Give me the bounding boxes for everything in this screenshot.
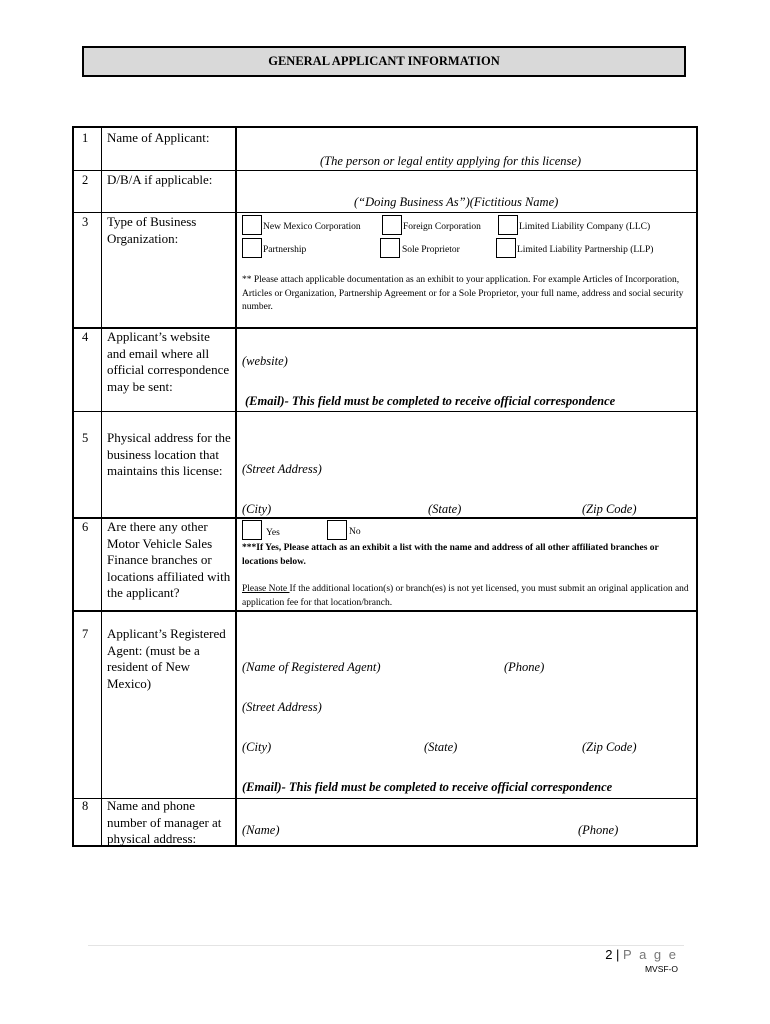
row-divider — [74, 411, 696, 412]
row-label-manager: Name and phone number of manager at physical address: — [107, 798, 222, 846]
affiliated-instruction: ***If Yes, Please attach as an exhibit a list with the name and address of all other affiliated branches or locations below. — [242, 543, 659, 567]
row-number: 5 — [82, 431, 89, 445]
zip-field[interactable]: (Zip Code) — [582, 502, 637, 516]
option-label: New Mexico Corporation — [263, 222, 361, 232]
note-title: Please Note — [242, 584, 290, 594]
licensing-note — [242, 583, 694, 610]
section-title: GENERAL APPLICANT INFORMATION — [82, 46, 686, 77]
row-number: 7 — [82, 627, 89, 641]
row-divider — [74, 610, 696, 612]
row-label-other-branches: Are there any other Motor Vehicle Sales Finance branches or locations affiliated with the applicant? — [107, 519, 231, 600]
partnership-checkbox[interactable] — [242, 238, 262, 258]
agent-city-field[interactable]: (City) — [242, 740, 272, 754]
row-number: 4 — [82, 330, 89, 344]
manager-phone-field[interactable]: (Phone) — [578, 823, 619, 837]
option-label: Partnership — [263, 245, 307, 255]
email-field[interactable]: (Email)- This field must be completed to receive official correspondence — [245, 394, 616, 408]
agent-name-field[interactable]: (Name of Registered Agent) — [242, 660, 381, 674]
column-divider — [101, 128, 102, 845]
note-text: If the additional location(s) or branch(es) is not yet licensed, you must submit an original application and application fee for that location/branch. — [242, 584, 689, 608]
row-label-website-email: Applicant’s website and email where all official correspondence may be sent: — [107, 329, 230, 394]
row-number: 3 — [82, 215, 89, 229]
city-field[interactable]: (City) — [242, 502, 272, 516]
applicant-info-form — [72, 126, 698, 847]
applicant-name-hint: (The person or legal entity applying for this license) — [320, 154, 582, 168]
row-label-business-type: Type of Business Organization: — [107, 214, 197, 246]
row-label-dba: D/B/A if applicable: — [107, 172, 213, 187]
agent-email-field[interactable]: (Email)- This field must be completed to receive official correspondence — [242, 780, 613, 794]
no-checkbox[interactable] — [327, 520, 347, 540]
agent-state-field[interactable]: (State) — [424, 740, 458, 754]
option-label: Limited Liability Company (LLC) — [519, 222, 651, 232]
page-word: P a g e — [623, 947, 678, 962]
website-field[interactable]: (website) — [242, 354, 288, 368]
street-address-field[interactable]: (Street Address) — [242, 462, 322, 476]
column-divider — [235, 128, 237, 845]
no-label: No — [349, 527, 361, 537]
state-field[interactable]: (State) — [428, 502, 462, 516]
row-number: 8 — [82, 799, 89, 813]
sole-proprietor-checkbox[interactable] — [380, 238, 400, 258]
row-label-applicant-name: Name of Applicant: — [107, 130, 210, 145]
row-number: 6 — [82, 520, 89, 534]
form-code: MVSF-O — [644, 964, 678, 974]
dba-hint: (“Doing Business As”)(Fictitious Name) — [354, 195, 559, 209]
row-number: 2 — [82, 173, 89, 187]
new-mexico-corporation-checkbox[interactable] — [242, 215, 262, 235]
yes-label: Yes — [266, 528, 280, 538]
yes-checkbox[interactable] — [242, 520, 262, 540]
documentation-note: ** Please attach applicable documentation as an exhibit to your application. For example Articles of Incorporation, Articles or Organization, Partnership Agreement or for a Sole Proprietor, your full name, address and social security number. — [242, 275, 684, 312]
page-number-value: 2 — [605, 947, 613, 962]
manager-name-field[interactable]: (Name) — [242, 823, 280, 837]
row-label-registered-agent: Applicant’s Registered Agent: (must be a resident of New Mexico) — [107, 626, 226, 691]
row-label-physical-address: Physical address for the business location that maintains this license: — [107, 430, 231, 478]
page-number — [605, 947, 678, 962]
page-separator: | — [612, 947, 624, 962]
agent-street-field[interactable]: (Street Address) — [242, 700, 322, 714]
footer-divider — [88, 945, 684, 946]
agent-zip-field[interactable]: (Zip Code) — [582, 740, 637, 754]
row-divider — [74, 170, 696, 171]
option-label: Sole Proprietor — [402, 245, 460, 255]
llp-checkbox[interactable] — [496, 238, 516, 258]
option-label: Limited Liability Partnership (LLP) — [517, 245, 654, 255]
llc-checkbox[interactable] — [498, 215, 518, 235]
row-number: 1 — [82, 131, 89, 145]
row-divider — [74, 212, 696, 213]
foreign-corporation-checkbox[interactable] — [382, 215, 402, 235]
agent-phone-field[interactable]: (Phone) — [504, 660, 545, 674]
option-label: Foreign Corporation — [403, 222, 481, 232]
